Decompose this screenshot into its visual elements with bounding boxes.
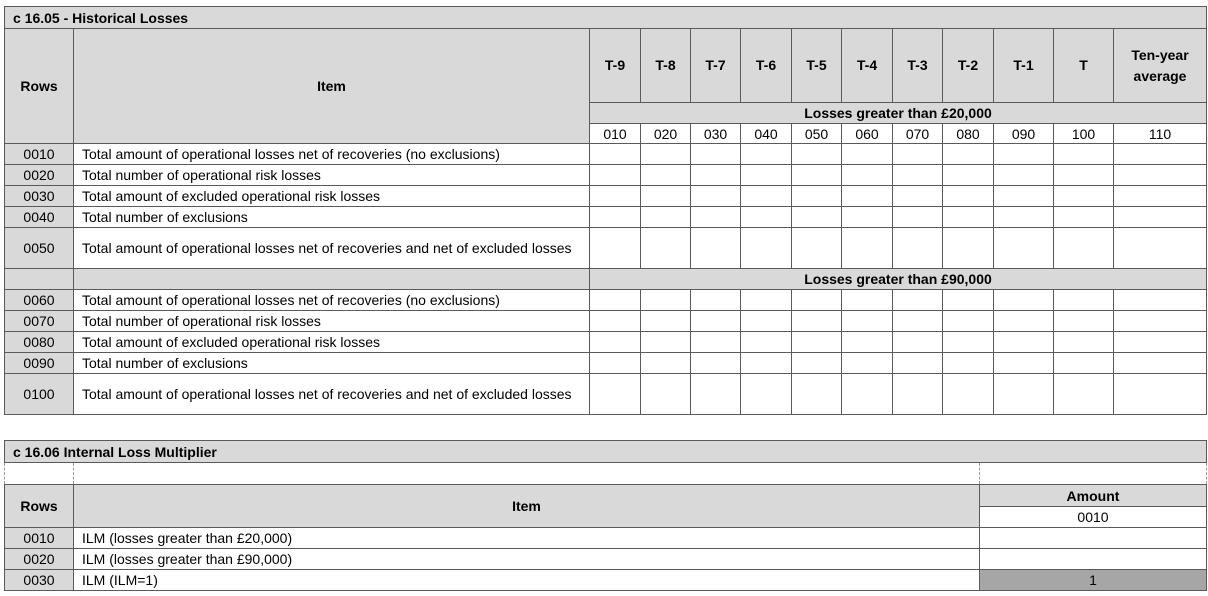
data-cell[interactable] (741, 290, 792, 311)
table-row (5, 332, 1207, 353)
data-cell[interactable] (842, 374, 893, 415)
data-cell[interactable] (943, 290, 994, 311)
internal-loss-multiplier-table (4, 440, 1207, 591)
data-cell[interactable] (842, 186, 893, 207)
data-cell[interactable] (1054, 207, 1114, 228)
spacer-cell (74, 463, 980, 485)
data-cell[interactable] (943, 186, 994, 207)
data-cell[interactable] (893, 144, 943, 165)
data-cell[interactable] (1054, 165, 1114, 186)
data-cell[interactable] (842, 165, 893, 186)
row-code: 0020 (5, 549, 74, 570)
year-header: T-6 (741, 29, 792, 103)
data-cell[interactable] (792, 290, 842, 311)
row-code: 0020 (5, 165, 74, 186)
data-cell[interactable] (994, 144, 1054, 165)
table-row (5, 290, 1207, 311)
row-item: Total amount of operational losses net of recoveries (no exclusions) (74, 290, 590, 311)
data-cell[interactable] (792, 207, 842, 228)
data-cell[interactable] (994, 207, 1054, 228)
data-cell[interactable] (641, 353, 691, 374)
data-cell[interactable] (641, 290, 691, 311)
row-item: Total amount of operational losses net of recoveries and net of excluded losses (74, 374, 590, 415)
data-cell[interactable] (1114, 290, 1207, 311)
data-cell[interactable] (1114, 353, 1207, 374)
data-cell[interactable] (691, 290, 741, 311)
year-header: T (1054, 29, 1114, 103)
data-cell[interactable] (641, 228, 691, 269)
amount-cell[interactable] (980, 549, 1207, 570)
year-header: T-7 (691, 29, 741, 103)
data-cell[interactable] (1054, 186, 1114, 207)
rows-header: Rows (5, 485, 74, 528)
data-cell[interactable] (590, 353, 641, 374)
data-cell[interactable] (590, 144, 641, 165)
column-code: 050 (792, 124, 842, 144)
year-header: T-4 (842, 29, 893, 103)
column-code: 110 (1114, 124, 1207, 144)
data-cell[interactable] (893, 332, 943, 353)
spacer-cell (980, 463, 1207, 485)
data-cell[interactable] (943, 207, 994, 228)
year-header: T-2 (943, 29, 994, 103)
column-code: 030 (691, 124, 741, 144)
row-item: ILM (ILM=1) (74, 570, 980, 591)
data-cell[interactable] (842, 353, 893, 374)
section-header: Losses greater than £90,000 (590, 269, 1207, 290)
data-cell[interactable] (1114, 165, 1207, 186)
row-code: 0070 (5, 311, 74, 332)
column-code: 100 (1054, 124, 1114, 144)
data-cell[interactable] (641, 374, 691, 415)
year-header: T-3 (893, 29, 943, 103)
data-cell[interactable] (691, 311, 741, 332)
data-cell[interactable] (1054, 290, 1114, 311)
data-cell[interactable] (994, 353, 1054, 374)
year-header: T-8 (641, 29, 691, 103)
table-row (5, 570, 1207, 591)
data-cell[interactable] (994, 228, 1054, 269)
column-code: 090 (994, 124, 1054, 144)
data-cell[interactable] (1114, 228, 1207, 269)
data-cell[interactable] (741, 311, 792, 332)
historical-losses-table (4, 6, 1207, 415)
amount-code: 0010 (980, 507, 1207, 528)
table-row (5, 311, 1207, 332)
data-cell[interactable] (943, 353, 994, 374)
data-cell[interactable] (691, 207, 741, 228)
data-cell[interactable] (641, 144, 691, 165)
data-cell[interactable] (741, 332, 792, 353)
row-item: ILM (losses greater than £90,000) (74, 549, 980, 570)
data-cell[interactable] (943, 332, 994, 353)
data-cell[interactable] (1114, 332, 1207, 353)
row-item: Total number of exclusions (74, 353, 590, 374)
data-cell[interactable] (691, 332, 741, 353)
item-header: Item (74, 485, 980, 528)
amount-header: Amount (980, 485, 1207, 507)
data-cell[interactable] (994, 186, 1054, 207)
data-cell[interactable] (994, 332, 1054, 353)
row-item: Total number of exclusions (74, 207, 590, 228)
item-header: Item (74, 29, 590, 144)
data-cell[interactable] (893, 207, 943, 228)
data-cell[interactable] (842, 228, 893, 269)
data-cell[interactable] (792, 186, 842, 207)
data-cell[interactable] (691, 165, 741, 186)
table-row (5, 144, 1207, 165)
data-cell[interactable] (741, 207, 792, 228)
row-item: Total amount of operational losses net of recoveries and net of excluded losses (74, 228, 590, 269)
data-cell[interactable] (590, 207, 641, 228)
column-code: 060 (842, 124, 893, 144)
data-cell[interactable] (893, 165, 943, 186)
data-cell[interactable] (943, 374, 994, 415)
column-code: 070 (893, 124, 943, 144)
data-cell[interactable] (691, 353, 741, 374)
column-code: 010 (590, 124, 641, 144)
row-code: 0080 (5, 332, 74, 353)
data-cell[interactable] (943, 311, 994, 332)
data-cell[interactable] (590, 374, 641, 415)
row-item: ILM (losses greater than £20,000) (74, 528, 980, 549)
year-header: T-9 (590, 29, 641, 103)
data-cell[interactable] (842, 290, 893, 311)
data-cell[interactable] (741, 186, 792, 207)
data-cell[interactable] (943, 144, 994, 165)
data-cell[interactable] (741, 165, 792, 186)
data-cell[interactable] (893, 290, 943, 311)
table-title: c 16.06 Internal Loss Multiplier (5, 441, 1207, 463)
data-cell[interactable] (590, 332, 641, 353)
data-cell[interactable] (792, 144, 842, 165)
column-code: 020 (641, 124, 691, 144)
row-code-blank (5, 269, 74, 290)
table-row (5, 374, 1207, 415)
data-cell[interactable] (792, 332, 842, 353)
row-code: 0030 (5, 186, 74, 207)
data-cell[interactable] (590, 228, 641, 269)
data-cell[interactable] (590, 165, 641, 186)
data-cell[interactable] (893, 228, 943, 269)
table-row (5, 353, 1207, 374)
row-code: 0030 (5, 570, 74, 591)
row-code: 0010 (5, 144, 74, 165)
data-cell[interactable] (641, 186, 691, 207)
data-cell[interactable] (691, 374, 741, 415)
data-cell[interactable] (792, 165, 842, 186)
data-cell[interactable] (994, 290, 1054, 311)
row-code: 0100 (5, 374, 74, 415)
data-cell[interactable] (1114, 144, 1207, 165)
data-cell[interactable] (1054, 332, 1114, 353)
data-cell[interactable] (994, 165, 1054, 186)
column-code: 040 (741, 124, 792, 144)
data-cell[interactable] (792, 374, 842, 415)
data-cell[interactable] (741, 353, 792, 374)
data-cell[interactable] (1114, 374, 1207, 415)
data-cell[interactable] (1054, 353, 1114, 374)
table-title: c 16.05 - Historical Losses (5, 7, 1207, 29)
data-cell[interactable] (641, 332, 691, 353)
year-header: T-5 (792, 29, 842, 103)
data-cell[interactable] (1054, 144, 1114, 165)
data-cell[interactable] (1054, 374, 1114, 415)
data-cell[interactable] (893, 186, 943, 207)
table-row (5, 549, 1207, 570)
section-row (5, 269, 1207, 290)
year-header: Ten-year average (1114, 29, 1207, 103)
data-cell[interactable] (792, 353, 842, 374)
data-cell[interactable] (590, 186, 641, 207)
row-code: 0010 (5, 528, 74, 549)
column-code: 080 (943, 124, 994, 144)
data-cell[interactable] (1054, 228, 1114, 269)
row-code: 0060 (5, 290, 74, 311)
table-row (5, 165, 1207, 186)
table-row (5, 186, 1207, 207)
row-code: 0090 (5, 353, 74, 374)
rows-header: Rows (5, 29, 74, 144)
data-cell[interactable] (1054, 311, 1114, 332)
data-cell[interactable] (1114, 311, 1207, 332)
amount-cell[interactable] (980, 528, 1207, 549)
spacer-cell (5, 463, 74, 485)
data-cell[interactable] (943, 165, 994, 186)
data-cell[interactable] (893, 353, 943, 374)
section-header: Losses greater than £20,000 (590, 103, 1207, 124)
data-cell[interactable] (792, 311, 842, 332)
data-cell[interactable] (1114, 186, 1207, 207)
data-cell[interactable] (1114, 207, 1207, 228)
data-cell[interactable] (842, 332, 893, 353)
data-cell[interactable] (641, 165, 691, 186)
data-cell[interactable] (641, 311, 691, 332)
data-cell[interactable] (741, 228, 792, 269)
data-cell[interactable] (691, 228, 741, 269)
data-cell[interactable] (691, 186, 741, 207)
data-cell[interactable] (741, 374, 792, 415)
data-cell[interactable] (842, 311, 893, 332)
row-item: Total amount of operational losses net of recoveries (no exclusions) (74, 144, 590, 165)
row-item-blank (74, 269, 590, 290)
table-row (5, 228, 1207, 269)
row-code: 0050 (5, 228, 74, 269)
table-row (5, 528, 1207, 549)
row-code: 0040 (5, 207, 74, 228)
row-item: Total number of operational risk losses (74, 165, 590, 186)
data-cell[interactable] (994, 311, 1054, 332)
data-cell[interactable] (590, 311, 641, 332)
data-cell[interactable] (842, 207, 893, 228)
data-cell[interactable] (741, 144, 792, 165)
amount-cell: 1 (980, 570, 1207, 591)
row-item: Total number of operational risk losses (74, 311, 590, 332)
data-cell[interactable] (943, 228, 994, 269)
table-row (5, 207, 1207, 228)
data-cell[interactable] (792, 228, 842, 269)
data-cell[interactable] (893, 374, 943, 415)
data-cell[interactable] (590, 290, 641, 311)
year-header: T-1 (994, 29, 1054, 103)
data-cell[interactable] (641, 207, 691, 228)
data-cell[interactable] (893, 311, 943, 332)
data-cell[interactable] (994, 374, 1054, 415)
row-item: Total amount of excluded operational risk losses (74, 332, 590, 353)
data-cell[interactable] (691, 144, 741, 165)
row-item: Total amount of excluded operational risk losses (74, 186, 590, 207)
data-cell[interactable] (842, 144, 893, 165)
